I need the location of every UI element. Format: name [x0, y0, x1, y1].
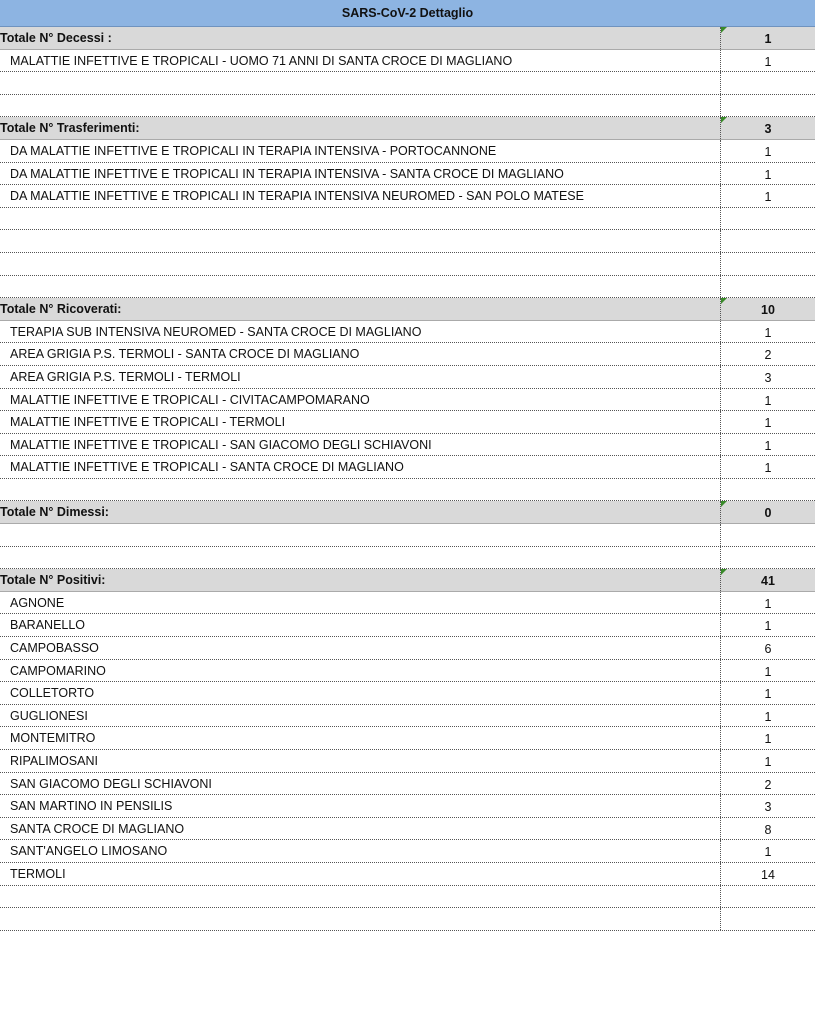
section-header-row-label: Totale N° Dimessi:	[0, 505, 109, 520]
detail-row-value: 8	[720, 818, 815, 840]
detail-row-label: BARANELLO	[10, 618, 86, 633]
blank-row	[0, 72, 815, 95]
detail-row	[0, 795, 815, 818]
detail-row	[0, 140, 815, 163]
detail-row	[0, 705, 815, 728]
detail-row-label: MALATTIE INFETTIVE E TROPICALI - SANTA CROCE DI MAGLIANO	[10, 460, 404, 475]
detail-row-label: RIPALIMOSANI	[10, 754, 98, 768]
sheet-title: SARS-CoV-2 Dettaglio	[0, 0, 815, 27]
detail-row-label: GUGLIONESI	[10, 708, 88, 723]
detail-row-value: 3	[720, 795, 815, 817]
section-header-row-value: 0	[720, 501, 815, 523]
detail-row-label: MALATTIE INFETTIVE E TROPICALI - TERMOLI	[10, 415, 286, 430]
detail-row	[0, 389, 815, 412]
section-header-row	[0, 117, 815, 140]
blank-row-value	[720, 524, 815, 546]
detail-row-value: 1	[720, 682, 815, 704]
section-header-row-value: 41	[720, 569, 815, 591]
blank-row-value	[720, 276, 815, 298]
detail-row	[0, 50, 815, 73]
detail-row	[0, 185, 815, 208]
detail-row-value: 1	[720, 592, 815, 614]
blank-row-value	[720, 72, 815, 94]
blank-row	[0, 908, 815, 931]
detail-row-value: 2	[720, 773, 815, 795]
section-header-row-label: Totale N° Decessi :	[0, 31, 112, 45]
blank-row-value	[720, 253, 815, 275]
detail-row-label: MALATTIE INFETTIVE E TROPICALI - UOMO 71 ANNI DI SANTA CROCE DI MAGLIANO	[10, 53, 513, 68]
detail-row-value: 1	[720, 614, 815, 636]
detail-row-label: MONTEMITRO	[10, 731, 96, 746]
detail-row-label: TERMOLI	[10, 866, 66, 881]
blank-row	[0, 524, 815, 547]
detail-row-value: 1	[720, 389, 815, 411]
section-header-row	[0, 501, 815, 524]
blank-row	[0, 479, 815, 502]
detail-row-value: 1	[720, 660, 815, 682]
blank-row-value	[720, 547, 815, 569]
detail-row-value: 1	[720, 434, 815, 456]
detail-row-value: 1	[720, 185, 815, 207]
detail-row-value: 1	[720, 50, 815, 72]
detail-row	[0, 727, 815, 750]
section-header-row-label: Totale N° Trasferimenti:	[0, 121, 140, 136]
section-header-row	[0, 569, 815, 592]
detail-row	[0, 682, 815, 705]
blank-row-value	[720, 95, 815, 117]
detail-row	[0, 773, 815, 796]
detail-row	[0, 366, 815, 389]
detail-row-label: COLLETORTO	[10, 686, 95, 701]
section-header-row-label: Totale N° Ricoverati:	[0, 302, 122, 317]
detail-row-label: MALATTIE INFETTIVE E TROPICALI - SAN GIACOMO DEGLI SCHIAVONI	[10, 437, 432, 452]
blank-row	[0, 253, 815, 276]
detail-row	[0, 818, 815, 841]
detail-row-label: DA MALATTIE INFETTIVE E TROPICALI IN TERAPIA INTENSIVA - PORTOCANNONE	[10, 143, 497, 158]
detail-row-value: 14	[720, 863, 815, 885]
blank-row	[0, 208, 815, 231]
blank-row-value	[720, 886, 815, 908]
section-header-row	[0, 298, 815, 321]
detail-row-label: AGNONE	[10, 595, 65, 610]
detail-row-value: 1	[720, 163, 815, 185]
section-header-row	[0, 27, 815, 50]
blank-row	[0, 886, 815, 909]
detail-row-value: 1	[720, 411, 815, 433]
blank-row	[0, 95, 815, 118]
detail-row	[0, 411, 815, 434]
detail-row-value: 1	[720, 705, 815, 727]
detail-row	[0, 840, 815, 863]
detail-row	[0, 456, 815, 479]
blank-row-value	[720, 230, 815, 252]
detail-row-value: 6	[720, 637, 815, 659]
blank-row	[0, 547, 815, 570]
detail-row	[0, 343, 815, 366]
section-header-row-value: 1	[720, 27, 815, 49]
blank-row-value	[720, 208, 815, 230]
detail-row-label: CAMPOBASSO	[10, 641, 99, 656]
detail-row	[0, 637, 815, 660]
detail-row-label: SANTA CROCE DI MAGLIANO	[10, 821, 185, 836]
detail-row-label: DA MALATTIE INFETTIVE E TROPICALI IN TERAPIA INTENSIVA - SANTA CROCE DI MAGLIANO	[10, 166, 564, 181]
section-header-row-label: Totale N° Positivi:	[0, 573, 106, 588]
detail-row-value: 1	[720, 140, 815, 162]
detail-row-label: AREA GRIGIA P.S. TERMOLI - SANTA CROCE DI MAGLIANO	[10, 347, 360, 362]
detail-row-value: 1	[720, 750, 815, 772]
detail-row-value: 3	[720, 366, 815, 388]
detail-row-label: MALATTIE INFETTIVE E TROPICALI - CIVITACAMPOMARANO	[10, 392, 370, 407]
section-header-row-value: 10	[720, 298, 815, 320]
detail-row	[0, 660, 815, 683]
detail-row-value: 1	[720, 840, 815, 862]
detail-row-label: DA MALATTIE INFETTIVE E TROPICALI IN TERAPIA INTENSIVA NEUROMED - SAN POLO MATESE	[10, 189, 584, 204]
detail-row	[0, 163, 815, 186]
detail-row	[0, 592, 815, 615]
detail-row-label: CAMPOMARINO	[10, 663, 106, 678]
blank-row-value	[720, 479, 815, 501]
detail-row-label: AREA GRIGIA P.S. TERMOLI - TERMOLI	[10, 369, 241, 384]
blank-row	[0, 276, 815, 299]
detail-row-label: SAN MARTINO IN PENSILIS	[10, 799, 173, 814]
section-header-row-value: 3	[720, 117, 815, 139]
detail-row-value: 1	[720, 456, 815, 478]
detail-row	[0, 434, 815, 457]
detail-row-value: 1	[720, 321, 815, 343]
detail-row	[0, 614, 815, 637]
detail-row-label: TERAPIA SUB INTENSIVA NEUROMED - SANTA CROCE DI MAGLIANO	[10, 324, 422, 339]
detail-row-value: 2	[720, 343, 815, 365]
detail-row	[0, 750, 815, 773]
detail-row-value: 1	[720, 727, 815, 749]
detail-row-label: SAN GIACOMO DEGLI SCHIAVONI	[10, 776, 212, 791]
blank-row	[0, 230, 815, 253]
detail-row-label: SANT'ANGELO LIMOSANO	[10, 844, 168, 859]
sheet-rows	[0, 27, 815, 931]
detail-row	[0, 321, 815, 344]
detail-row	[0, 863, 815, 886]
blank-row-value	[720, 908, 815, 930]
